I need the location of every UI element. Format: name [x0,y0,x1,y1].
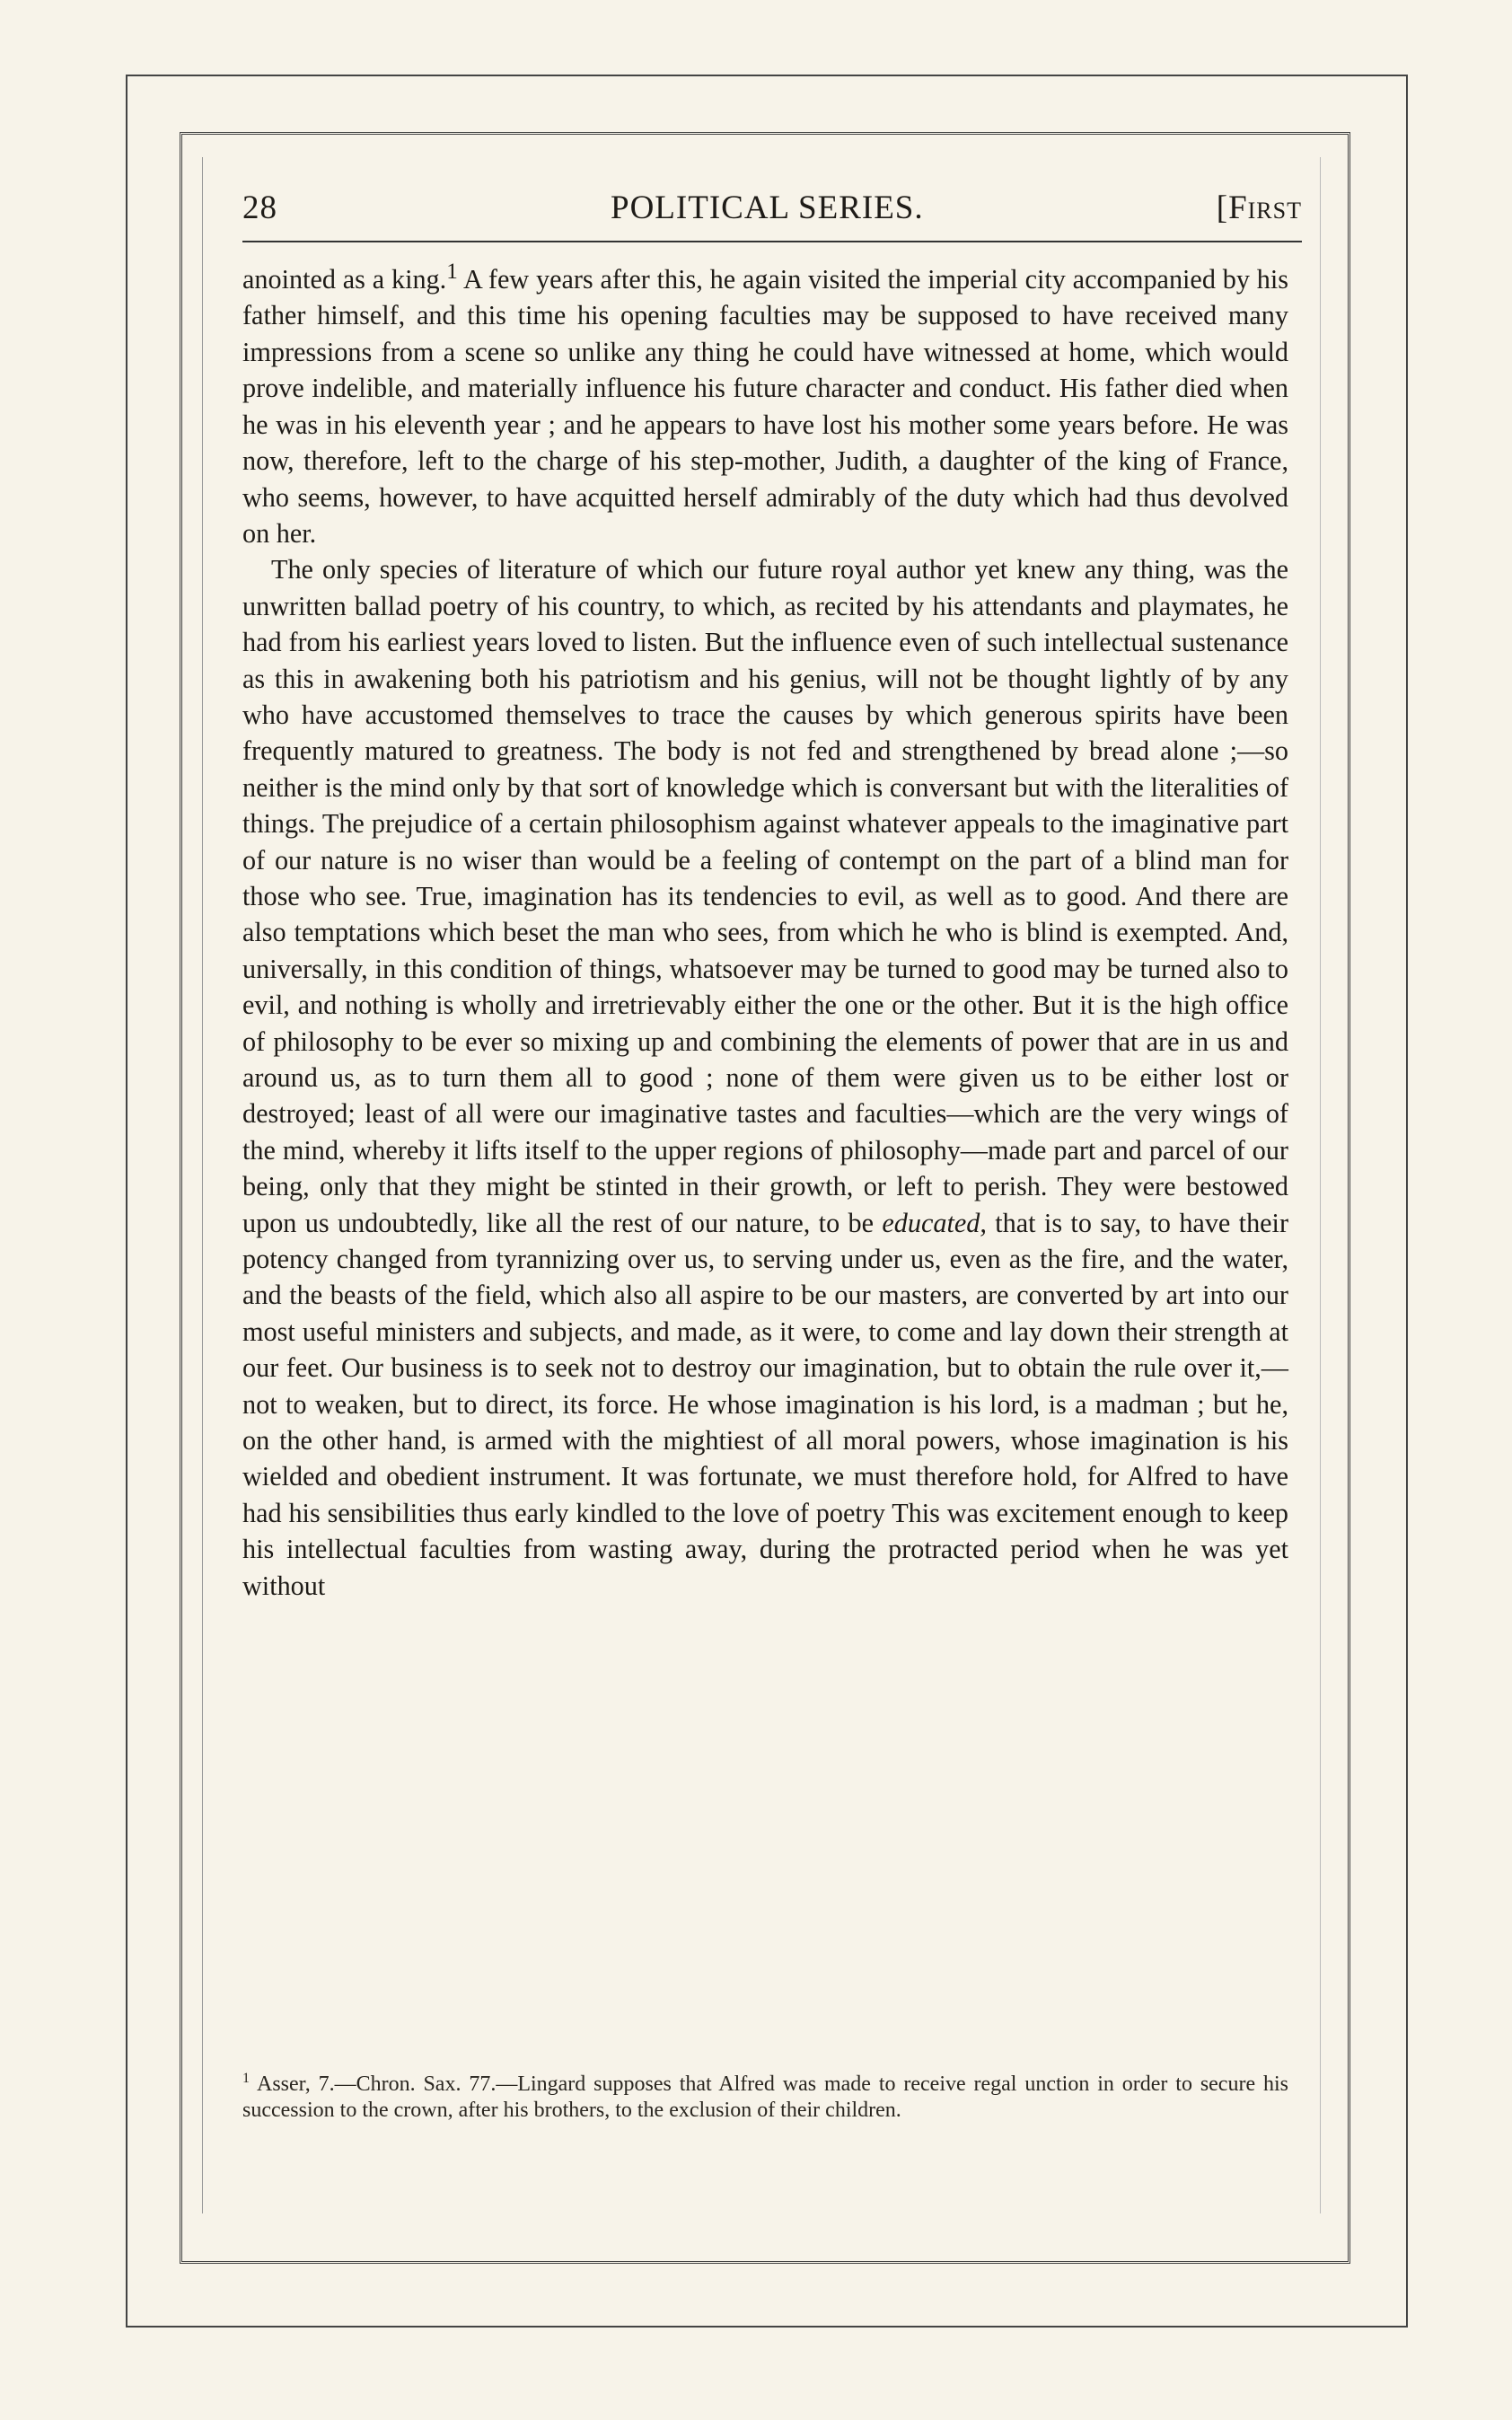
paragraph-2: The only species of literature of which our future royal author yet knew any thing, was the unwritten ballad poetry of his country, to which, as recited by his attendants and playmates, he had from his earliest years loved to listen. But the influence even of such intellectual sustenance as this in awakening both his patriotism and his genius, will not be thought lightly of by any who have accustomed themselves to trace the causes by which generous spirits have been frequently matured to greatness. The body is not fed and strengthened by bread alone ;—so neither is the mind only by that sort of knowledge which is conversant but with the literalities of things. The prejudice of a certain philosophism against whatever appeals to the imaginative part of our nature is no wiser than would be a feeling of contempt on the part of a blind man for those who see. True, imagination has its tendencies to evil, as well as to good. And there are also temptations which beset the man who sees, from which he who is blind is exempted. And, universally, in this condition of things, whatsoever may be turned to good may be turned also to evil, and nothing is wholly and irretrievably either the one or the other. But it is the high office of philosophy to be ever so mixing up and combining the elements of power that are in us and around us, as to turn them all to good ; none of them were given us to be either lost or destroyed; least of all were our imaginative tastes and faculties—which are the very wings of the mind, whereby it lifts itself to the upper regions of philosophy—made part and parcel of our being, only that they might be stinted in their growth, or left to perish. They were bestowed upon us undoubtedly, like all the rest of our nature, to be educated, that is to say, to have their potency changed from tyrannizing over us, to serving under us, even as the fire, and the water, and the beasts of the field, which also all aspire to be our masters, are converted by art into our most useful ministers and subjects, and made, as it were, to come and lay down their strength at our feet. Our business is to seek not to destroy our imagination, but to obtain the rule over it,—not to weaken, but to direct, its force. He whose imagination is his lord, is a madman ; but he, on the other hand, is armed with the mightiest of all moral powers, whose imagination is his wielded and obedient instrument. It was fortunate, we must therefore hold, for Alfred to have had his sensibilities thus early kindled to the love of poetry This was excitement enough to keep his intellectual faculties from wasting away, during the protracted period when he was yet without [242,554,1288,1601]
page-header [242,189,1302,242]
footnote-mark: 1 [242,2071,250,2086]
right-margin-rule [1320,157,1321,2213]
footnote [242,2065,1288,2124]
footnote-reference: 1 [446,260,458,284]
left-margin-rule [202,157,203,2213]
emphasis-educated: educated, [882,1207,987,1238]
page-number: 28 [242,189,277,226]
body-text [242,254,1288,1604]
section-mark: [First [1216,189,1302,226]
paragraph-1: anointed as a king.$^1$ A few years after this, he again visited the imperial city accompanied by his father himself, and this time his opening faculties may be supposed to have received many impressions from a scene so unlike any thing he could have witnessed at home, which would prove indelible, and materially influence his future character and conduct. His father died when he was in his eleventh year ; and he appears to have lost his mother some years before. He was now, therefore, left to the charge of his step-mother, Judith, a daughter of the king of France, who seems, however, to have acquitted herself admirably of the duty which had thus devolved on her. [242,260,1288,549]
running-title: POLITICAL SERIES. [611,189,924,226]
header-rule [242,241,1302,242]
footnote-text: Asser, 7.—Chron. Sax. 77.—Lingard supposes that Alfred was made to receive regal unction in order to secure his succession to the crown, after his brothers, to the exclusion of their children. [242,2072,1288,2122]
